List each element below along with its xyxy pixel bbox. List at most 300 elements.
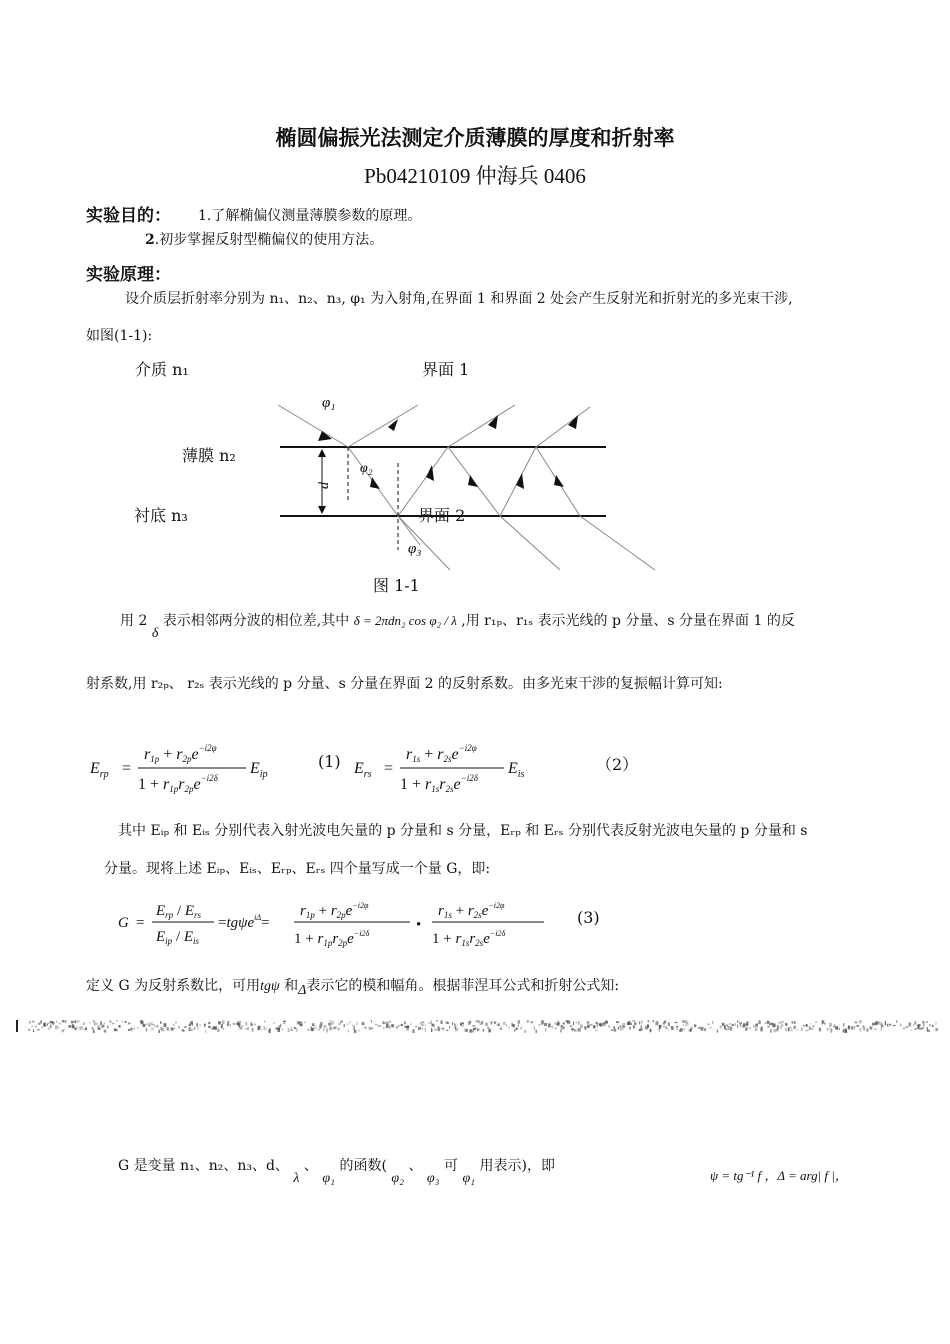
- noise-speck: [58, 1026, 59, 1028]
- noise-speck: [188, 1030, 189, 1031]
- noise-speck: [56, 1021, 58, 1023]
- noise-speck: [172, 1028, 175, 1029]
- noise-speck: [518, 1020, 521, 1024]
- svg-text:r1p + r2pe−i2φ: $r1p + r2pe^{-i2\varphi}$: [144, 743, 217, 764]
- noise-speck: [864, 1028, 865, 1031]
- noise-speck: [648, 1021, 650, 1023]
- arrowhead: [318, 506, 326, 514]
- noise-speck: [740, 1022, 742, 1024]
- noise-speck: [483, 1029, 484, 1031]
- noise-speck: [269, 1030, 271, 1033]
- noise-speck: [611, 1030, 614, 1031]
- noise-speck: [866, 1028, 868, 1031]
- noise-speck: [796, 1029, 797, 1030]
- noise-speck: [704, 1028, 706, 1031]
- noise-speck: [760, 1027, 762, 1031]
- eq1-label: (1): [318, 752, 341, 771]
- noise-speck: [570, 1025, 573, 1028]
- phi2-symbol: φ₂: [391, 1171, 404, 1186]
- svg-text:1 + r1pr2pe−i2δ: $1 + r_{1p}r_{2p}e^{-i2\delta}$: [294, 929, 370, 948]
- noise-speck: [130, 1028, 132, 1030]
- noise-speck: [349, 1021, 350, 1023]
- noise-speck: [386, 1022, 389, 1024]
- svg-text:1 + r1sr2se−i2δ: $1 + r1sr2se^{-i2\delta}$: [400, 773, 478, 794]
- noise-speck: [815, 1021, 818, 1023]
- noise-speck: [620, 1025, 622, 1027]
- principle-intro-line-1: 设介质层折射率分别为 n₁、n₂、n₃, φ₁ 为入射角,在界面 1 和界面 2 处会产生反射光和折射光的多光束干涉,: [125, 291, 793, 307]
- noise-speck: [664, 1020, 666, 1023]
- noise-speck: [887, 1024, 889, 1027]
- noise-speck: [514, 1029, 515, 1031]
- svg-text:Erp: $E_{rp}$: [90, 760, 109, 780]
- noise-speck: [743, 1023, 745, 1027]
- noise-speck: [98, 1026, 100, 1027]
- noise-speck: [362, 1023, 364, 1025]
- noise-speck: [312, 1023, 314, 1026]
- noise-speck: [294, 1027, 296, 1029]
- noise-speck: [79, 1027, 80, 1030]
- noise-speck: [767, 1021, 770, 1024]
- noise-speck: [578, 1021, 579, 1024]
- noise-speck: [424, 1028, 426, 1032]
- noise-speck: [134, 1028, 135, 1030]
- noise-speck: [587, 1021, 589, 1025]
- noise-speck: [536, 1030, 537, 1033]
- noise-speck: [881, 1027, 882, 1031]
- noise-speck: [404, 1023, 406, 1025]
- noise-speck: [574, 1029, 577, 1032]
- noise-speck: [94, 1022, 95, 1025]
- noise-speck: [792, 1022, 794, 1024]
- noise-speck: [472, 1025, 475, 1026]
- noise-speck: [383, 1022, 386, 1023]
- noise-speck: [527, 1020, 529, 1023]
- noise-speck: [729, 1023, 731, 1024]
- noise-speck: [932, 1025, 934, 1027]
- noise-speck: [89, 1022, 91, 1023]
- noise-speck: [548, 1023, 549, 1026]
- noise-speck: [352, 1025, 355, 1027]
- g-text-c: 表示它的模和幅角。根据菲涅耳公式和折射公式知:: [306, 978, 620, 994]
- noise-speck: [97, 1027, 100, 1030]
- noise-speck: [104, 1022, 105, 1023]
- noise-speck: [821, 1024, 823, 1025]
- noise-speck: [740, 1024, 741, 1027]
- noise-speck: [283, 1023, 284, 1024]
- noise-speck: [538, 1024, 540, 1026]
- noise-speck: [372, 1028, 373, 1029]
- noise-speck: [119, 1025, 121, 1028]
- noise-speck: [242, 1025, 243, 1026]
- noise-speck: [428, 1023, 429, 1024]
- noise-speck: [460, 1023, 462, 1026]
- noise-speck: [917, 1026, 919, 1029]
- noise-speck: [208, 1022, 210, 1024]
- noise-speck: [52, 1022, 54, 1025]
- noise-speck: [487, 1027, 488, 1029]
- noise-speck: [629, 1027, 631, 1029]
- noise-speck: [164, 1023, 167, 1027]
- noise-speck: [125, 1021, 127, 1023]
- noise-speck: [377, 1025, 380, 1027]
- noise-speck: [900, 1024, 901, 1027]
- noise-speck: [725, 1028, 728, 1030]
- garbled-equation-strip: [16, 1019, 944, 1033]
- arrowhead: [516, 473, 524, 489]
- noise-speck: [149, 1022, 150, 1026]
- delta-symbol: δ: [151, 626, 159, 641]
- noise-speck: [319, 1025, 322, 1029]
- noise-speck: [420, 1022, 422, 1025]
- noise-speck: [639, 1021, 640, 1024]
- noise-speck: [406, 1027, 409, 1031]
- noise-speck: [396, 1026, 398, 1028]
- noise-speck: [369, 1027, 371, 1030]
- noise-speck: [794, 1021, 796, 1024]
- svg-text:r1s + r2se−i2φ: $r1s + r2se^{-i2\varphi}$: [406, 743, 477, 764]
- noise-speck: [829, 1023, 832, 1026]
- noise-speck: [896, 1020, 897, 1022]
- noise-speck: [806, 1030, 809, 1031]
- label-medium-n1: 介质 n₁: [135, 360, 189, 379]
- noise-speck: [28, 1029, 30, 1031]
- noise-speck: [245, 1022, 247, 1026]
- noise-speck: [175, 1021, 176, 1023]
- noise-speck: [833, 1025, 835, 1028]
- noise-speck: [197, 1028, 199, 1030]
- noise-speck: [745, 1027, 747, 1030]
- noise-speck: [100, 1021, 102, 1025]
- noise-speck: [128, 1023, 131, 1025]
- noise-speck: [217, 1029, 219, 1032]
- noise-speck: [605, 1021, 608, 1024]
- noise-speck: [494, 1021, 496, 1024]
- noise-speck: [58, 1023, 61, 1024]
- noise-speck: [590, 1024, 593, 1025]
- equations-1-2: [86, 735, 646, 805]
- noise-speck: [562, 1027, 564, 1029]
- noise-speck: [509, 1027, 510, 1028]
- noise-speck: [734, 1023, 735, 1025]
- noise-speck: [616, 1021, 619, 1023]
- noise-speck: [671, 1027, 673, 1030]
- eq3-label: (3): [577, 908, 600, 927]
- noise-speck: [215, 1026, 217, 1029]
- noise-speck: [675, 1022, 678, 1023]
- noise-speck: [683, 1024, 684, 1025]
- noise-speck: [618, 1027, 619, 1030]
- noise-speck: [328, 1023, 331, 1026]
- purpose-item-2-number: 2: [145, 232, 155, 248]
- noise-speck: [112, 1023, 114, 1024]
- noise-speck: [522, 1026, 523, 1027]
- noise-speck: [160, 1027, 162, 1030]
- noise-speck: [555, 1027, 557, 1030]
- thickness-d-label: d: [317, 482, 332, 489]
- noise-speck: [469, 1021, 470, 1024]
- noise-speck: [914, 1028, 916, 1029]
- noise-speck: [152, 1024, 155, 1025]
- noise-speck: [154, 1026, 156, 1027]
- noise-speck: [839, 1029, 840, 1030]
- svg-text:=tgψeiΔ=: =tgψe$^{i\Delta}$=: [218, 913, 270, 931]
- noise-speck: [922, 1021, 924, 1023]
- eq2-label: （2）: [596, 755, 639, 774]
- noise-speck: [530, 1021, 533, 1023]
- noise-speck: [157, 1025, 158, 1028]
- noise-speck: [158, 1029, 160, 1033]
- noise-speck: [358, 1029, 359, 1032]
- noise-speck: [128, 1029, 130, 1031]
- noise-speck: [386, 1024, 389, 1028]
- noise-speck: [595, 1030, 597, 1032]
- noise-speck: [853, 1029, 854, 1030]
- noise-speck: [264, 1021, 265, 1022]
- noise-speck: [552, 1025, 553, 1028]
- noise-speck: [737, 1025, 738, 1028]
- svg-text:1 + r1sr2se−i2δ: $1 + r_{1s}r_{2s}e^{-i2\delta}$: [432, 929, 506, 948]
- noise-speck: [315, 1027, 317, 1030]
- noise-speck: [181, 1029, 183, 1031]
- last-line: [118, 1155, 555, 1186]
- noise-speck: [835, 1026, 838, 1029]
- noise-speck: [524, 1030, 526, 1033]
- noise-speck: [927, 1027, 928, 1031]
- noise-speck: [682, 1020, 685, 1023]
- noise-speck: [775, 1024, 776, 1027]
- noise-speck: [447, 1022, 450, 1023]
- noise-speck: [513, 1024, 515, 1027]
- noise-speck: [383, 1027, 385, 1029]
- noise-speck: [801, 1027, 803, 1030]
- noise-speck: [273, 1022, 276, 1023]
- noise-speck: [440, 1028, 443, 1029]
- noise-speck: [74, 1021, 76, 1023]
- noise-speck: [859, 1028, 861, 1031]
- noise-speck: [446, 1030, 448, 1031]
- noise-speck: [777, 1025, 779, 1028]
- noise-speck: [809, 1026, 811, 1030]
- noise-speck: [773, 1029, 776, 1032]
- svg-text:•: •: [416, 917, 422, 933]
- noise-speck: [248, 1027, 249, 1030]
- noise-speck: [684, 1028, 686, 1030]
- noise-speck: [208, 1026, 210, 1028]
- noise-speck: [37, 1029, 39, 1031]
- noise-speck: [717, 1029, 718, 1032]
- noise-speck: [599, 1023, 602, 1026]
- noise-speck: [83, 1023, 85, 1026]
- noise-speck: [81, 1026, 83, 1029]
- noise-speck: [291, 1030, 293, 1031]
- last-text-c: 可: [443, 1158, 458, 1174]
- noise-speck: [418, 1027, 421, 1030]
- noise-speck: [476, 1021, 478, 1023]
- noise-speck: [83, 1029, 85, 1030]
- noise-speck: [42, 1027, 43, 1029]
- noise-speck: [875, 1022, 878, 1025]
- noise-speck: [563, 1022, 565, 1024]
- last-separator: 、: [303, 1158, 318, 1174]
- noise-speck: [221, 1024, 223, 1028]
- noise-speck: [91, 1027, 93, 1029]
- noise-speck: [803, 1025, 805, 1026]
- noise-speck: [561, 1025, 563, 1027]
- noise-speck: [879, 1023, 880, 1025]
- noise-speck: [218, 1021, 221, 1025]
- last-text-a: G 是变量 n₁、n₂、n₃、d、: [118, 1158, 289, 1174]
- noise-speck: [47, 1024, 48, 1026]
- noise-speck: [260, 1029, 262, 1030]
- noise-speck: [580, 1024, 582, 1028]
- noise-speck: [137, 1027, 139, 1028]
- noise-speck: [371, 1020, 372, 1022]
- noise-speck: [560, 1029, 561, 1032]
- noise-speck: [298, 1022, 301, 1025]
- label-interface-2: 界面 2: [418, 506, 466, 525]
- noise-speck: [55, 1025, 58, 1029]
- label-substrate-n3: 衬底 n₃: [134, 506, 188, 525]
- noise-speck: [338, 1023, 341, 1025]
- noise-speck: [859, 1020, 862, 1023]
- noise-speck: [449, 1026, 450, 1028]
- noise-speck: [222, 1020, 225, 1024]
- noise-speck: [712, 1021, 713, 1024]
- noise-speck: [846, 1030, 848, 1032]
- e-paragraph-line-2: 分量。现将上述 Eᵢₚ、Eᵢₛ、Eᵣₚ、Eᵣₛ 四个量写成一个量 G，即:: [104, 861, 491, 877]
- noise-speck: [788, 1027, 790, 1031]
- last-separator-2: 、: [408, 1158, 423, 1174]
- author-line: Pb04210109 仲海兵 0406: [364, 164, 586, 188]
- noise-speck: [443, 1028, 445, 1031]
- svg-text:r1s + r2se−i2φ: $r_{1s} + r_{2s}e^{-i2\varphi}$: [438, 901, 505, 920]
- noise-speck: [839, 1025, 840, 1026]
- noise-speck: [227, 1022, 229, 1025]
- noise-speck: [62, 1029, 64, 1032]
- noise-speck: [686, 1023, 689, 1026]
- noise-speck: [184, 1026, 186, 1028]
- noise-speck: [659, 1028, 660, 1032]
- noise-speck: [498, 1023, 500, 1026]
- noise-speck: [72, 1025, 75, 1028]
- noise-speck: [622, 1023, 625, 1024]
- delta-capital-symbol: Δ: [298, 983, 307, 998]
- noise-speck: [283, 1021, 286, 1023]
- noise-speck: [647, 1024, 649, 1028]
- noise-speck: [501, 1026, 502, 1028]
- noise-speck: [65, 1020, 67, 1022]
- noise-speck: [193, 1028, 195, 1029]
- noise-speck: [824, 1023, 826, 1024]
- noise-speck: [48, 1027, 50, 1030]
- noise-speck: [831, 1029, 833, 1033]
- noise-speck: [204, 1024, 206, 1027]
- noise-speck: [334, 1026, 337, 1028]
- noise-speck: [680, 1028, 683, 1031]
- g-text-a: 定义 G 为反射系数比，可用: [86, 978, 261, 994]
- noise-speck: [545, 1028, 546, 1031]
- noise-speck: [410, 1023, 411, 1024]
- noise-speck: [457, 1028, 458, 1030]
- noise-speck: [238, 1023, 240, 1027]
- noise-speck: [415, 1026, 417, 1027]
- noise-speck: [437, 1020, 438, 1022]
- noise-speck: [698, 1027, 701, 1029]
- noise-speck: [479, 1029, 480, 1030]
- noise-speck: [264, 1026, 265, 1030]
- noise-speck: [160, 1021, 162, 1024]
- noise-speck: [39, 1024, 41, 1025]
- noise-speck: [116, 1020, 117, 1021]
- noise-speck: [466, 1029, 468, 1032]
- noise-speck: [323, 1028, 324, 1031]
- noise-speck: [107, 1026, 108, 1029]
- svg-text:=: =: [384, 760, 394, 777]
- noise-speck: [869, 1027, 871, 1029]
- noise-speck: [593, 1025, 596, 1028]
- svg-text:=: =: [136, 915, 145, 931]
- noise-speck: [304, 1022, 305, 1024]
- noise-speck: [229, 1024, 231, 1027]
- noise-speck: [76, 1027, 77, 1029]
- figure-1-1-diagram: [260, 385, 680, 585]
- noise-speck: [391, 1024, 394, 1027]
- noise-speck: [223, 1028, 224, 1030]
- noise-speck: [534, 1027, 535, 1030]
- noise-speck: [584, 1026, 585, 1028]
- noise-speck: [314, 1025, 315, 1026]
- noise-speck: [291, 1028, 292, 1030]
- noise-speck: [641, 1028, 643, 1031]
- noise-speck: [346, 1023, 348, 1024]
- noise-speck: [767, 1025, 769, 1027]
- noise-speck: [919, 1028, 922, 1030]
- noise-speck: [211, 1028, 212, 1030]
- svg-text:G: G: [118, 915, 129, 931]
- noise-speck: [485, 1023, 488, 1026]
- noise-speck: [765, 1023, 766, 1025]
- noise-speck: [785, 1023, 787, 1026]
- noise-speck: [407, 1025, 409, 1027]
- noise-speck: [354, 1027, 355, 1031]
- principle-intro-line-2: 如图(1-1):: [86, 328, 153, 344]
- noise-speck: [173, 1024, 174, 1026]
- noise-speck: [462, 1026, 464, 1027]
- noise-speck: [827, 1028, 829, 1030]
- noise-speck: [404, 1026, 407, 1028]
- noise-speck: [357, 1022, 358, 1025]
- noise-speck: [434, 1029, 437, 1031]
- noise-speck: [296, 1028, 298, 1032]
- principle-heading: 实验原理：: [86, 265, 171, 285]
- noise-speck: [250, 1022, 252, 1026]
- noise-speck: [401, 1024, 403, 1026]
- noise-speck: [481, 1021, 483, 1024]
- noise-speck: [324, 1025, 327, 1027]
- e-paragraph-line-1: 其中 Eᵢₚ 和 Eᵢₛ 分别代表入射光波电矢量的 p 分量和 s 分量，Eᵣₚ 和 Eᵣₛ 分别代表反射光波电矢量的 p 分量和 s: [118, 823, 808, 839]
- noise-speck: [103, 1025, 104, 1027]
- noise-speck: [855, 1022, 857, 1024]
- noise-speck: [785, 1028, 787, 1031]
- noise-speck: [85, 1027, 87, 1030]
- noise-speck: [879, 1022, 882, 1023]
- svg-text:Ers: $E_{rs}$: [354, 760, 372, 780]
- noise-speck: [662, 1025, 665, 1027]
- noise-speck: [433, 1024, 434, 1027]
- noise-speck: [613, 1026, 614, 1029]
- noise-speck: [146, 1028, 147, 1031]
- noise-speck: [62, 1020, 65, 1022]
